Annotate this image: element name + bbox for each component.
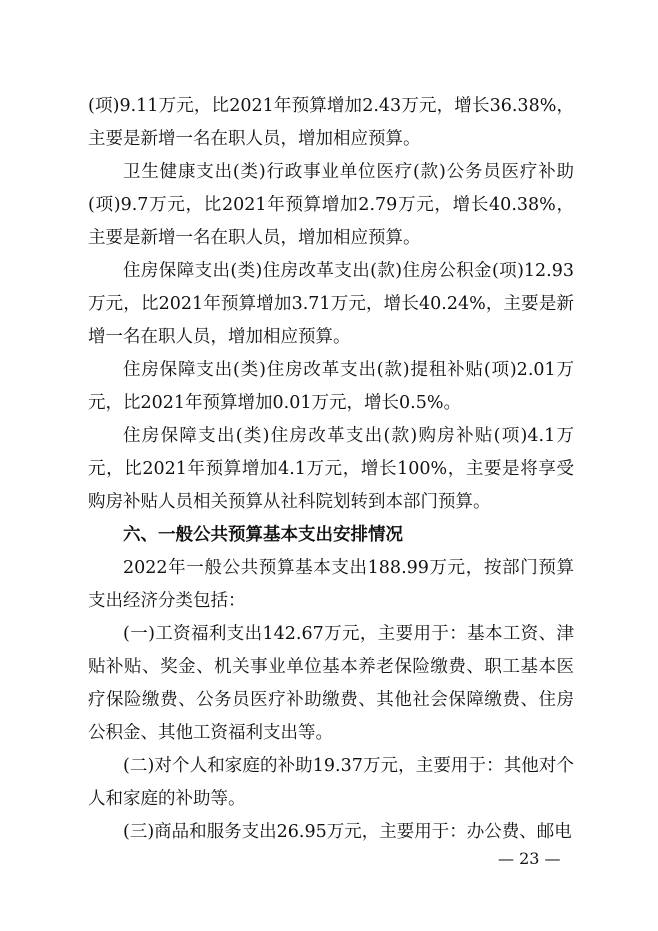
paragraph-housing-purchase-subsidy: 住房保障支出(类)住房改革支出(款)购房补贴(项)4.1万元，比2021年预算增加4.1万元，增长100%，主要是将享受购房补贴人员相关预算从社科院划转到本部门预算。 <box>88 426 574 512</box>
paragraph-continued-item: (项)9.11万元，比2021年预算增加2.43万元，增长36.38%，主要是新增一名在职人员，增加相应预算。 <box>88 96 574 149</box>
paragraph-goods-services: (三)商品和服务支出26.95万元，主要用于：办公费、邮电 <box>123 822 572 842</box>
paragraph-individual-family-subsidy: (二)对个人和家庭的补助19.37万元，主要用于：其他对个人和家庭的补助等。 <box>88 756 574 809</box>
paragraph-wage-welfare: (一)工资福利支出142.67万元，主要用于：基本工资、津贴补贴、奖金、机关事业单位基本养老保险缴费、职工基本医疗保险缴费、公务员医疗补助缴费、其他社会保障缴费、住房公积金、其他工资福利支出等。 <box>88 624 574 743</box>
section-heading: 六、一般公共预算基本支出安排情况 <box>123 525 403 545</box>
page-number: — 23 — <box>498 849 561 868</box>
paragraph-housing-fund: 住房保障支出(类)住房改革支出(款)住房公积金(项)12.93万元，比2021年预算增加3.71万元，增长40.24%，主要是新增一名在职人员，增加相应预算。 <box>88 261 574 347</box>
paragraph-rent-subsidy: 住房保障支出(类)住房改革支出(款)提租补贴(项)2.01万元，比2021年预算增加0.01万元，增长0.5%。 <box>88 360 574 413</box>
paragraph-medical-subsidy: 卫生健康支出(类)行政事业单位医疗(款)公务员医疗补助(项)9.7万元，比2021年预算增加2.79万元，增长40.38%，主要是新增一名在职人员，增加相应预算。 <box>88 162 574 248</box>
paragraph-basic-expenditure-intro: 2022年一般公共预算基本支出188.99万元，按部门预算支出经济分类包括： <box>88 558 574 611</box>
document-body <box>88 90 574 849</box>
